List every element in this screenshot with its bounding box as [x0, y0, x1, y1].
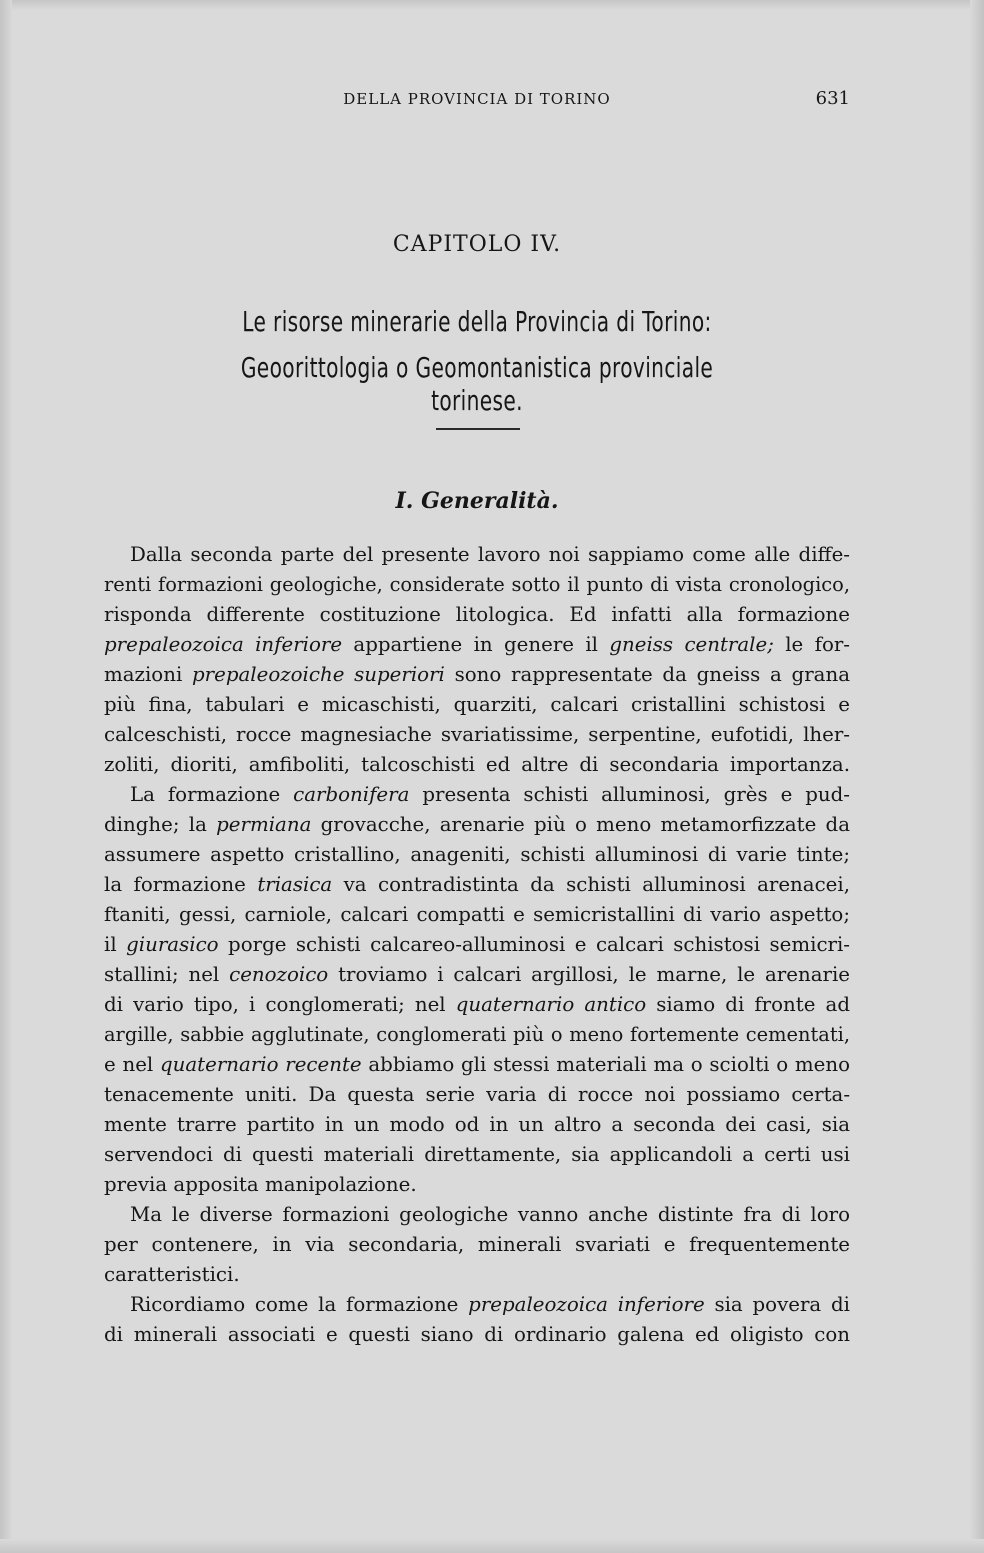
text-line: tenacemente uniti. Da questa serie varia di rocce noi possiamo certa- [104, 1083, 850, 1106]
text-line: renti formazioni geologiche, considerate sotto il punto di vista cronologico, [104, 573, 850, 596]
italic-term: permiana [216, 813, 312, 836]
text-line: Dalla seconda parte del presente lavoro noi sappiamo come alle diffe- [130, 543, 850, 566]
text-line: la formazione triasica va contradistinta da schisti alluminosi arenacei, [104, 873, 850, 896]
chapter-heading-line-1: Le risorse minerarie della Provincia di Torino: [242, 305, 712, 338]
text-line: La formazione carbonifera presenta schisti alluminosi, grès e pud- [130, 783, 850, 806]
text-line: più fina, tabulari e micaschisti, quarziti, calcari cristallini schistosi e [104, 693, 850, 716]
section-title: I. Generalità. [395, 488, 559, 514]
text-line: assumere aspetto cristallino, anageniti, schisti alluminosi di varie tinte; [104, 843, 850, 866]
text-line: di minerali associati e questi siano di ordinario galena ed oligisto con [104, 1323, 850, 1346]
text-line: dinghe; la permiana grovacche, arenarie più o meno metamorfizzate da [104, 813, 851, 836]
text-line: caratteristici. [104, 1263, 240, 1286]
running-head-title: DELLA PROVINCIA DI TORINO [343, 90, 611, 108]
italic-term: carbonifera [293, 783, 410, 806]
italic-term: prepaleozoiche superiori [192, 663, 445, 686]
italic-term: quaternario recente [159, 1053, 362, 1076]
italic-term: quaternario antico [455, 993, 647, 1016]
italic-term: prepaleozoica inferiore [468, 1293, 705, 1316]
page-edge-shadow [0, 1539, 984, 1553]
italic-term: giurasico [126, 933, 219, 956]
text-line: argille, sabbie agglutinate, conglomerati più o meno fortemente cementati, [104, 1023, 850, 1046]
text-line: di vario tipo, i conglomerati; nel quaternario antico siamo di fronte ad [104, 993, 850, 1016]
text-line: mente trarre partito in un modo od in un altro a seconda dei casi, sia [104, 1113, 850, 1136]
text-line: calceschisti, rocce magnesiache svariatissime, serpentine, eufotidi, lher- [104, 723, 850, 746]
page-number: 631 [815, 88, 850, 109]
text-line: prepaleozoica inferiore appartiene in genere il gneiss centrale; le for- [104, 633, 850, 656]
text-line: Ricordiamo come la formazione prepaleozoica inferiore sia povera di [130, 1293, 850, 1316]
text-line: mazioni prepaleozoiche superiori sono rappresentate da gneiss a grana [104, 663, 850, 686]
text-line: per contenere, in via secondaria, minerali svariati e frequentemente [104, 1233, 850, 1256]
page-edge-shadow [970, 0, 984, 1553]
text-line: Ma le diverse formazioni geologiche vanno anche distinte fra di loro [130, 1203, 850, 1226]
text-line: servendoci di questi materiali direttamente, sia applicandoli a certi usi [104, 1143, 850, 1166]
text-line: previa apposita manipolazione. [104, 1173, 417, 1196]
italic-term: cenozoico [229, 963, 329, 986]
text-line: ftaniti, gessi, carniole, calcari compatti e semicristallini di vario aspetto; [104, 903, 850, 926]
text-line: stallini; nel cenozoico troviamo i calcari argillosi, le marne, le arenarie [104, 963, 850, 986]
italic-term: gneiss centrale; [609, 633, 774, 656]
section-divider [436, 428, 520, 430]
text-line: e nel quaternario recente abbiamo gli stessi materiali ma o sciolti o meno [104, 1053, 850, 1076]
body-text [104, 540, 850, 1350]
chapter-title: CAPITOLO IV. [392, 232, 562, 257]
italic-term: triasica [257, 873, 333, 896]
page-edge-shadow [0, 0, 12, 1553]
chapter-heading-line-2: Geoorittologia o Geomontanistica provinciale torinese. [240, 351, 714, 417]
italic-term: prepaleozoica inferiore [104, 633, 343, 656]
running-head [104, 88, 850, 112]
text-line: risponda differente costituzione litologica. Ed infatti alla formazione [104, 603, 850, 626]
text-line: il giurasico porge schisti calcareo-alluminosi e calcari schistosi semicri- [104, 933, 850, 956]
page-edge-shadow [0, 0, 984, 10]
text-line: zoliti, dioriti, amfiboliti, talcoschisti ed altre di secondaria importanza. [104, 753, 850, 776]
